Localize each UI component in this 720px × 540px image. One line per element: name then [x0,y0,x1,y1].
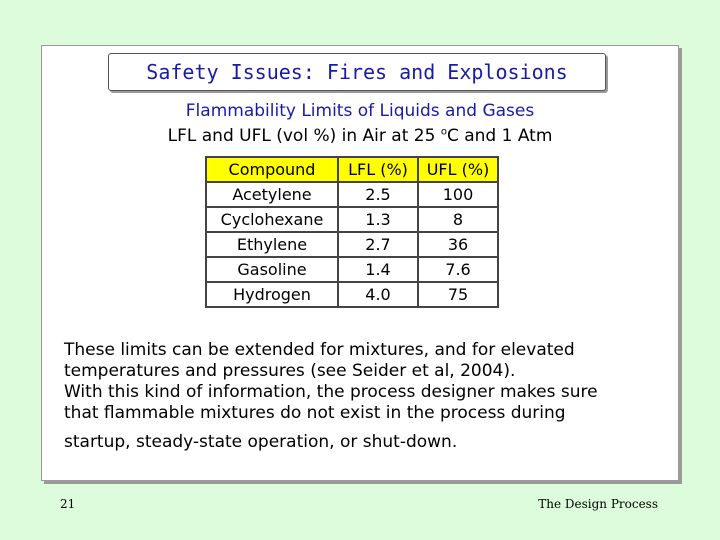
header-ufl: UFL (%) [418,157,498,182]
header-compound: Compound [206,157,338,182]
caption-2-post: C and 1 Atm [446,126,553,146]
body-text [64,340,684,453]
table-row [206,207,498,232]
cell-ufl: 75 [418,282,498,307]
cell-ufl: 100 [418,182,498,207]
table-header-row [206,157,498,182]
cell-compound: Hydrogen [206,282,338,307]
deck-title: The Design Process [538,497,658,511]
table-caption-1: Flammability Limits of Liquids and Gases [185,101,535,121]
header-lfl: LFL (%) [338,157,418,182]
cell-lfl: 4.0 [338,282,418,307]
cell-compound: Gasoline [206,257,338,282]
degree-sup: o [440,126,447,138]
body-line: startup, steady-state operation, or shut-down. [64,432,458,452]
flammability-table [205,156,499,308]
body-line: With this kind of information, the process designer makes sure [64,382,598,402]
cell-lfl: 1.3 [338,207,418,232]
body-line: that flammable mixtures do not exist in the process during [64,403,566,423]
body-line: temperatures and pressures (see Seider et al, 2004). [64,361,516,381]
cell-lfl: 2.5 [338,182,418,207]
cell-compound: Ethylene [206,232,338,257]
body-line: These limits can be extended for mixtures, and for elevated [64,340,575,360]
table-row [206,232,498,257]
slide-title-text: Safety Issues: Fires and Explosions [146,60,568,84]
cell-ufl: 7.6 [418,257,498,282]
slide-title [108,53,606,91]
table-row [206,257,498,282]
cell-ufl: 36 [418,232,498,257]
table-row [206,182,498,207]
table-caption-2 [0,126,720,146]
page-number: 21 [60,497,76,511]
table-row [206,282,498,307]
caption-2-pre: LFL and UFL (vol %) in Air at 25 [167,126,441,146]
cell-compound: Cyclohexane [206,207,338,232]
cell-ufl: 8 [418,207,498,232]
cell-compound: Acetylene [206,182,338,207]
cell-lfl: 1.4 [338,257,418,282]
cell-lfl: 2.7 [338,232,418,257]
